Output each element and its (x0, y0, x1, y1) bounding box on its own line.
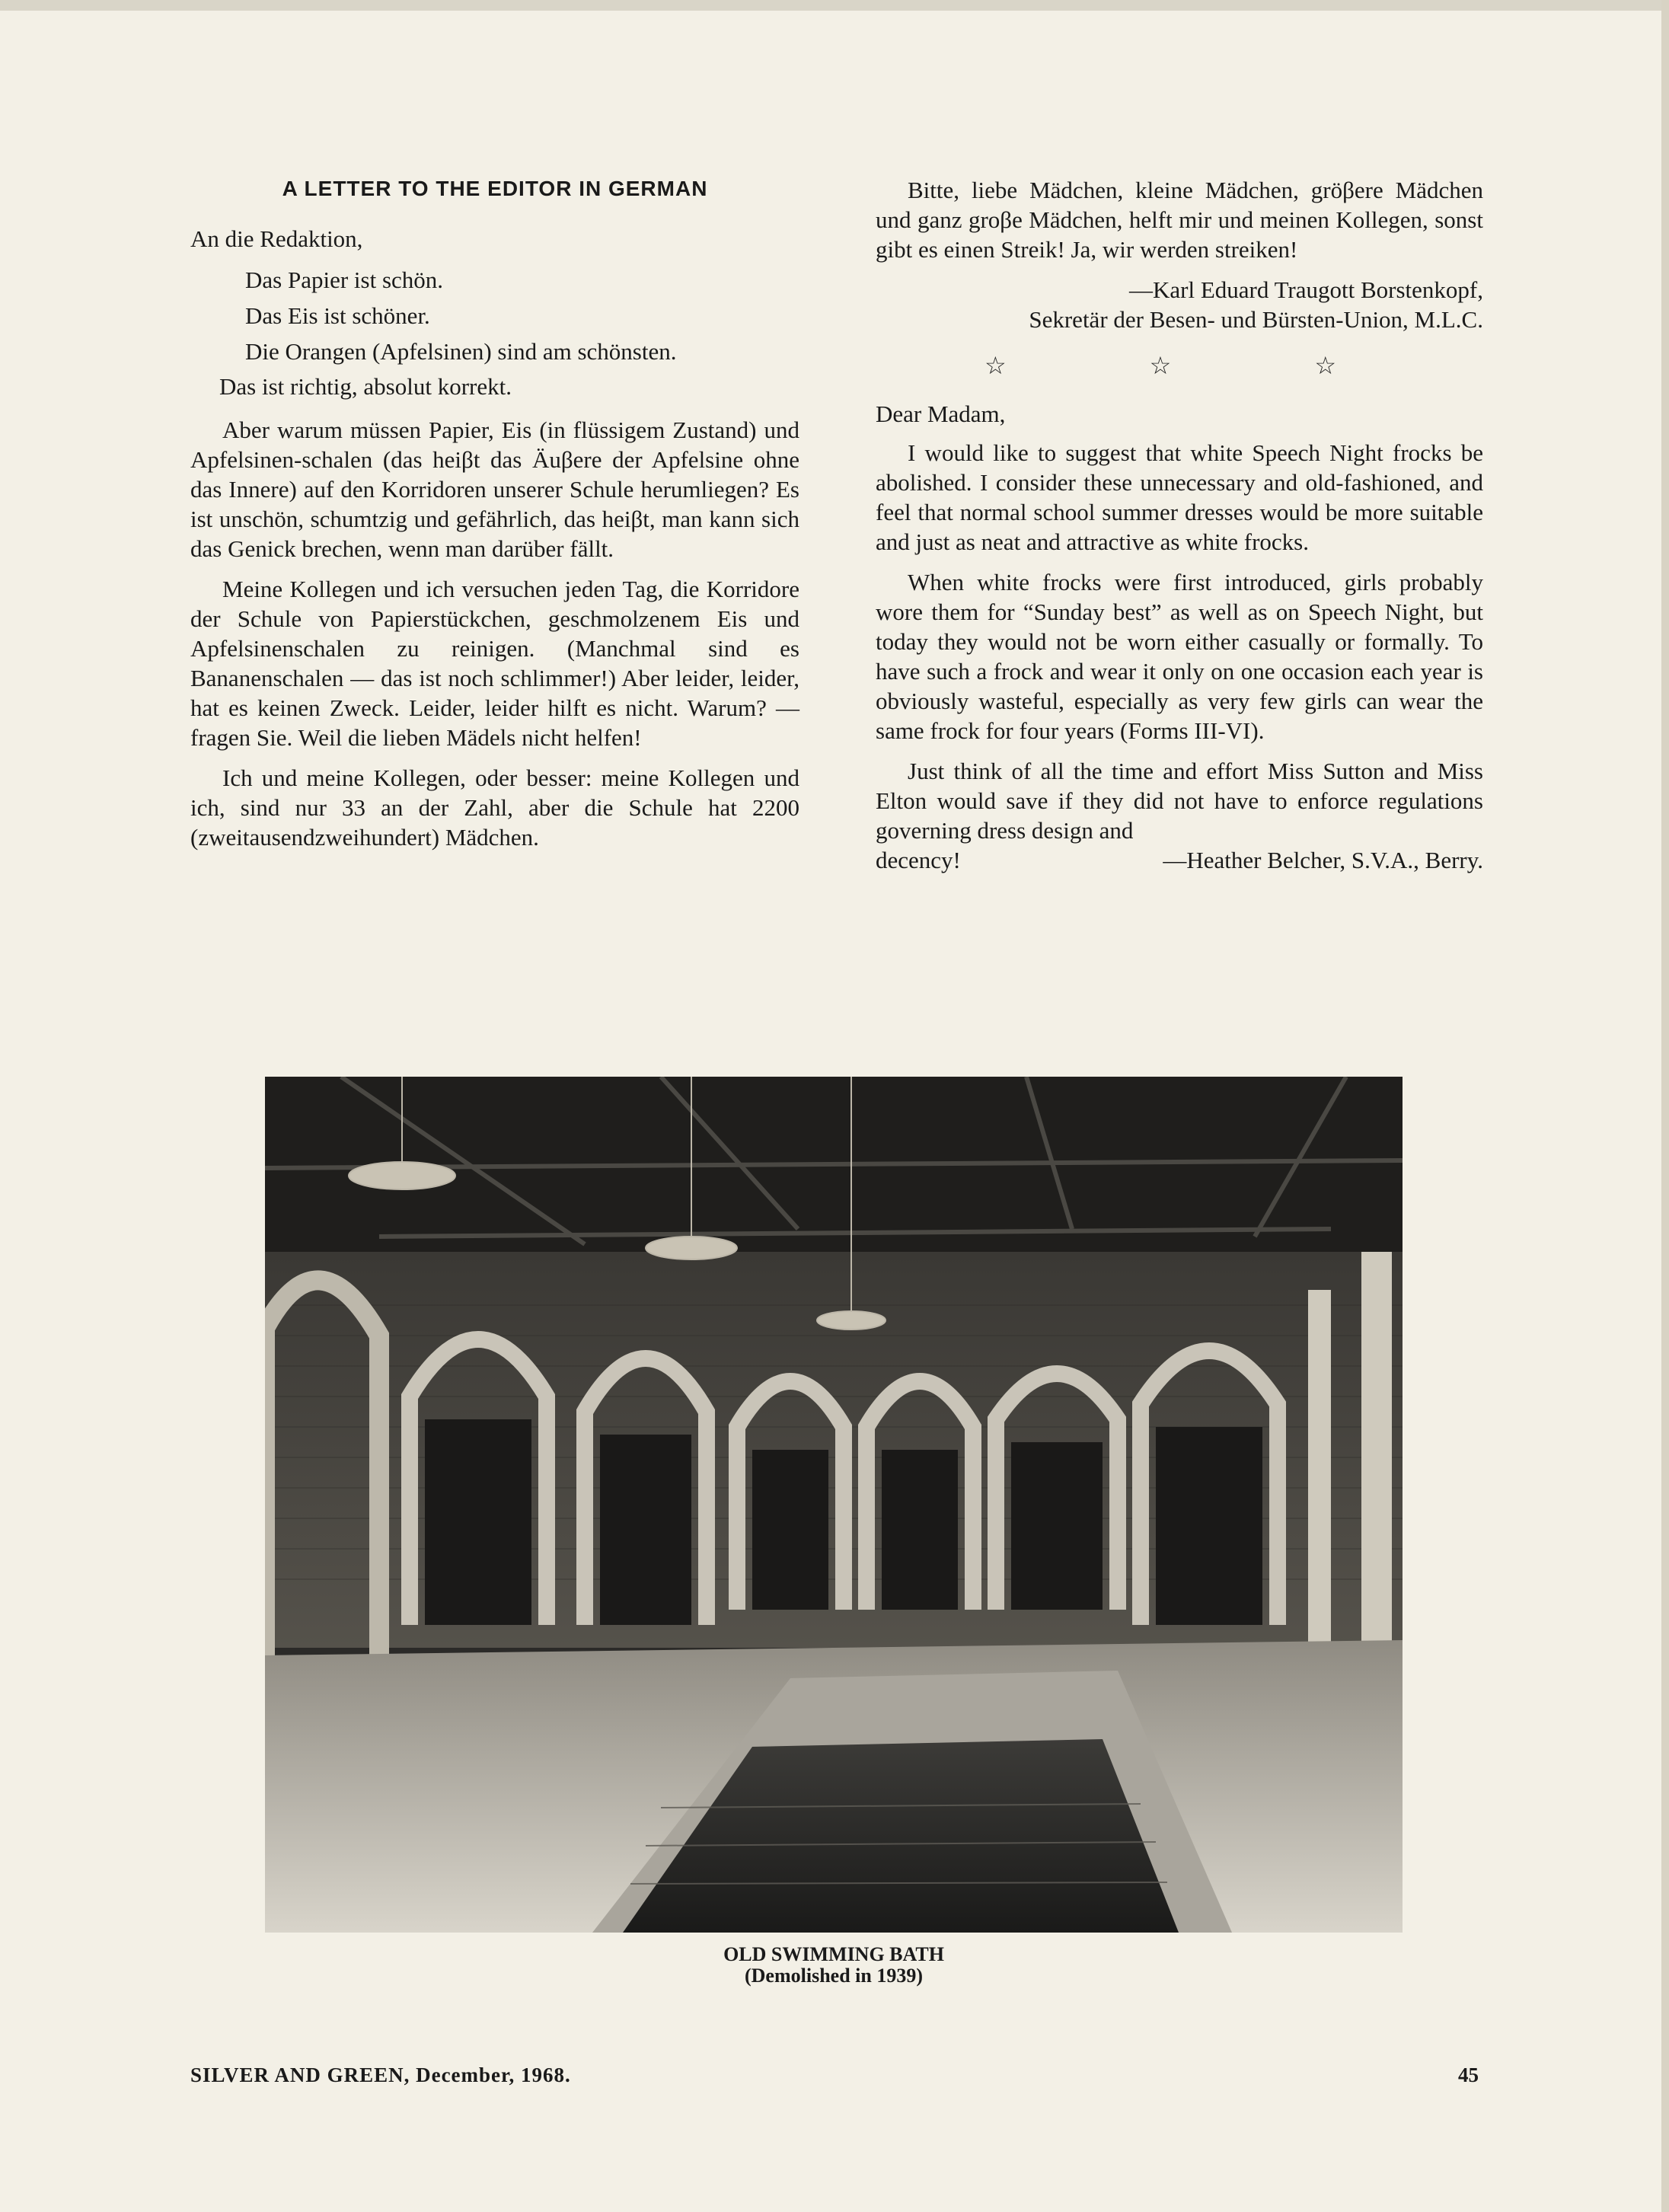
poem-line: Das Eis ist schöner. (245, 302, 430, 329)
paragraph: Aber warum müssen Papier, Eis (in flüssigem Zustand) und Apfelsinen-schalen (das heiβt das Äuβere der Apfelsine ohne das Innere) auf den Korridoren unserer Schule herumliegen? Es ist unschön, schumtzig und gefährlich, das heiβt, man kann sich das Genick brechen, wenn man darüber fällt. (190, 417, 799, 562)
signature-title: Sekretär der Besen- und Bürsten-Union, M.L.C. (1029, 306, 1483, 333)
page-number: 45 (1458, 2064, 1479, 2086)
star-divider: ☆ ☆ ☆ (984, 352, 1406, 379)
paragraph: I would like to suggest that white Speech Night frocks be abolished. I consider these unnecessary and old-fashioned, and feel that normal school summer dresses would be more suitable and just as neat and attractive as white frocks. (876, 439, 1483, 555)
paragraph: Meine Kollegen und ich versuchen jeden Tag, die Korridore der Schule von Papierstückchen, geschmolzenem Eis und Apfelsinenschalen zu reinigen. (Manchmal sind es Bananenschalen — das ist noch schlimmer!) Aber leider, leider, hat es keinen Zweck. Leider, leider hilft es nicht. Warum? — fragen Sie. Weil die lieben Mädels nicht helfen! (190, 576, 799, 751)
caption-title: OLD SWIMMING BATH (723, 1943, 944, 1965)
poem-line: Die Orangen (Apfelsinen) sind am schönsten. (245, 338, 677, 365)
salutation: An die Redaktion, (190, 225, 363, 252)
signature-name: —Karl Eduard Traugott Borstenkopf, (1129, 276, 1483, 303)
poem-line: Das Papier ist schön. (245, 267, 444, 293)
salutation: Dear Madam, (876, 401, 1006, 427)
paragraph: Just think of all the time and effort Miss Sutton and Miss Elton would save if they did not have to enforce regulations governing dress design and (876, 758, 1483, 844)
page-edge-right (1661, 0, 1669, 2212)
signature: —Heather Belcher, S.V.A., Berry. (1163, 847, 1483, 873)
page-edge (0, 0, 1669, 11)
paragraph: Ich und meine Kollegen, oder besser: meine Kollegen und ich, sind nur 33 an der Zahl, aber die Schule hat 2200 (zweitausendzweihundert) Mädchen. (190, 764, 799, 851)
paragraph: When white frocks were first introduced, girls probably wore them for “Sunday best” as well as on Speech Night, but today they would not be worn either casually or formally. To have such a frock and wear it only on one occasion each year is obviously wasteful, especially as very few girls can wear the same frock for four years (Forms III-VI). (876, 569, 1483, 744)
closing-word: decency! (876, 847, 961, 873)
poem (190, 264, 799, 367)
paragraph: Bitte, liebe Mädchen, kleine Mädchen, gröβere Mädchen und ganz groβe Mädchen, helft mir und meinen Kollegen, sonst gibt es einen Streik! Ja, wir werden streiken! (876, 177, 1483, 263)
article-heading: A LETTER TO THE EDITOR IN GERMAN (282, 177, 708, 200)
poem-line-last: Das ist richtig, absolut korrekt. (219, 373, 512, 400)
footer-publication: SILVER AND GREEN, December, 1968. (190, 2064, 571, 2086)
photo-caption (265, 1944, 1403, 1987)
caption-subtitle: (Demolished in 1939) (745, 1965, 923, 1987)
left-column (190, 175, 799, 863)
swimming-bath-photo (265, 1077, 1403, 1933)
closing-line (876, 845, 1483, 875)
right-column (876, 175, 1483, 875)
